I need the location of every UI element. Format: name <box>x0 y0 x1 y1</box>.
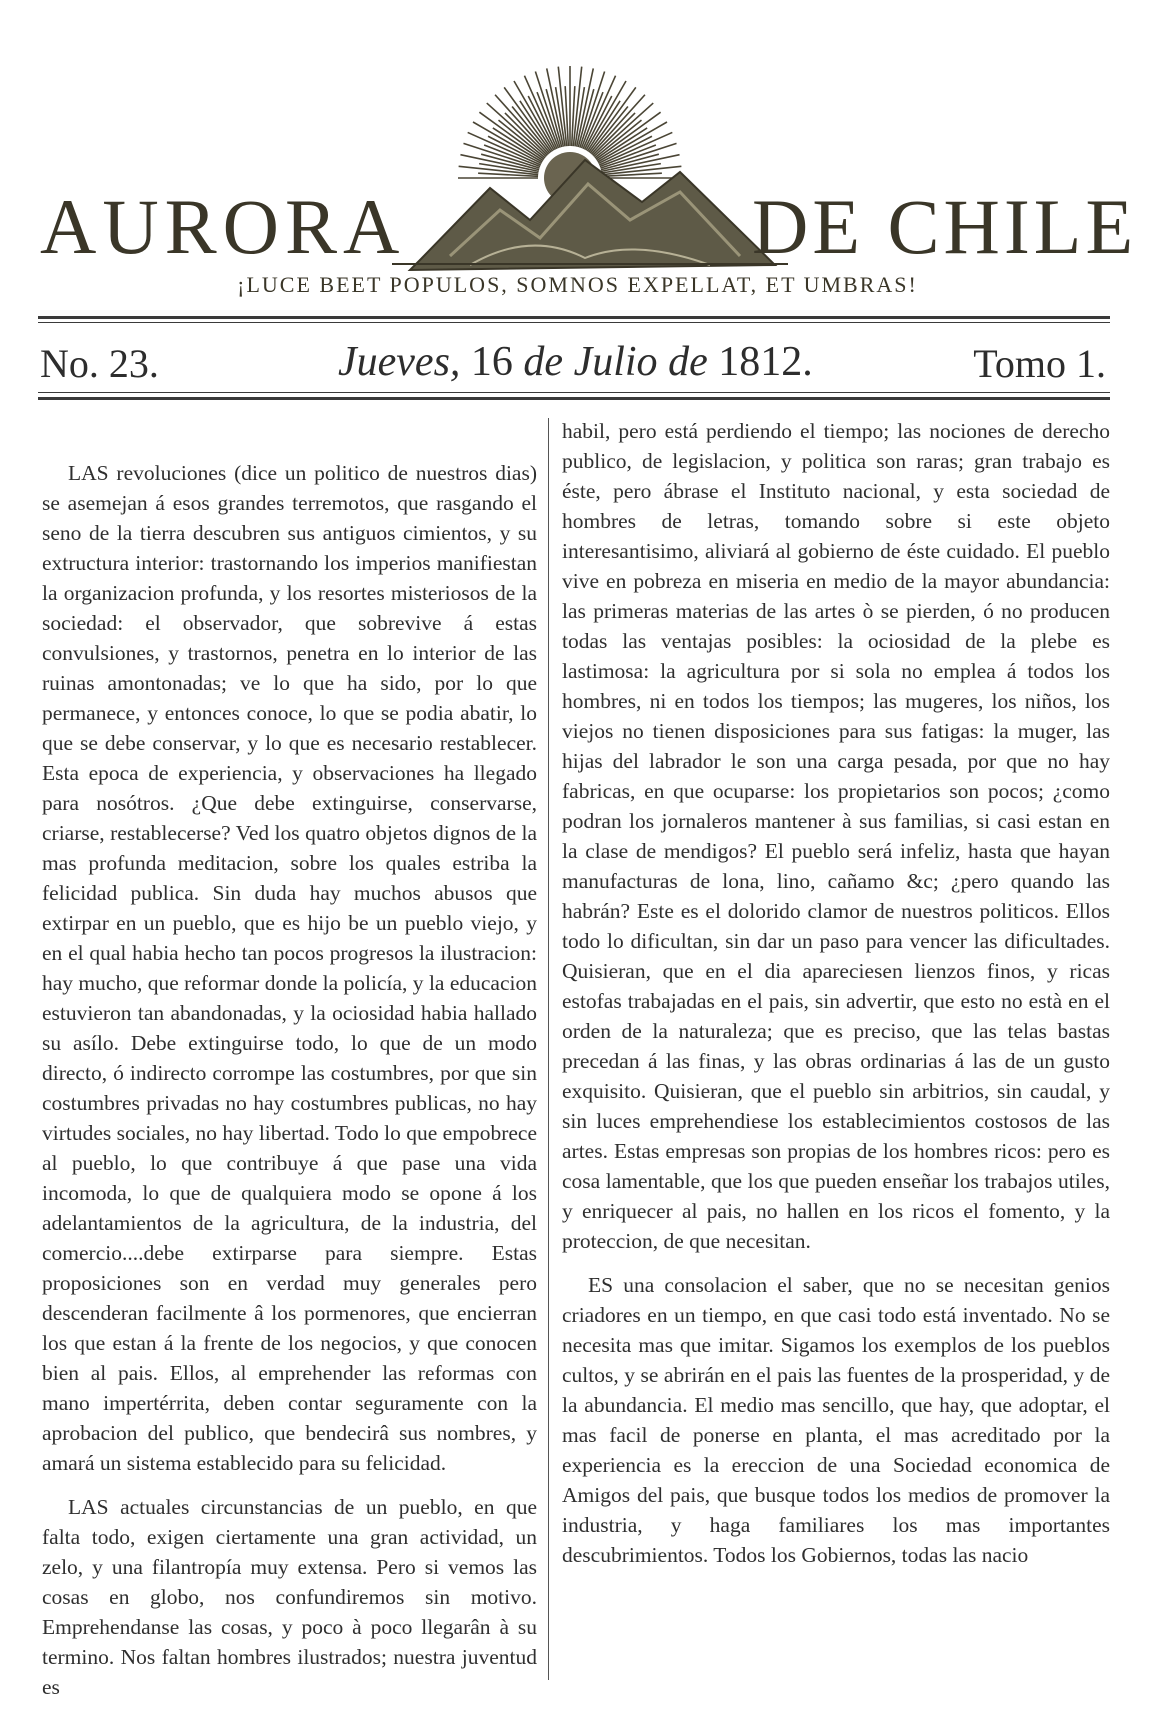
right-paragraph-2: ES una consolacion el saber, que no se necesitan genios criadores en un tiempo, en que casi todo está inventado. No se necesita mas que imitar. Sigamos los exemplos de los pueblos cultos, y se abrirán en el pais las fuentes de la prosperidad, y de la abundancia. El medio mas sencillo, que hay, que adoptar, el mas facil de ponerse en planta, el mas acreditado por la experiencia es la ereccion de una Sociedad economica de Amigos del pais, que busque todos los medios de promover la industria, y haga familiares los mas importantes descubrimientos. Todos los Gobiernos, todas las nacio <box>562 1273 1110 1567</box>
rising-sun-over-mountains-emblem <box>380 60 800 290</box>
masthead-title-left: AURORA <box>40 183 406 270</box>
column-divider <box>548 418 549 1680</box>
date-day: Jueves, <box>338 339 461 385</box>
date-number: 16 <box>470 339 513 385</box>
right-column <box>562 416 1110 1584</box>
masthead-title-right: DE CHILE <box>752 183 1138 270</box>
sun-ray <box>547 68 564 146</box>
issue-number: No. 23. <box>40 341 159 386</box>
left-paragraph-2: LAS actuales circunstancias de un pueblo, en que falta todo, exigen ciertamente una gran actividad, un zelo, y una filantropía muy extensa. Pero si vemos las cosas en globo, nos confundiremos sin motivo. Emprehendanse las cosas, y poco à poco llegarân à su termino. Nos faltan hombres ilustrados; nuestra juventud es <box>42 1495 537 1699</box>
masthead-rule-top-thin <box>38 322 1110 323</box>
date-de-1: de <box>523 339 564 385</box>
sun-ray <box>460 155 538 172</box>
sun-ray <box>601 155 679 172</box>
date-year: 1812. <box>718 339 813 385</box>
sun-ray <box>577 68 594 146</box>
dateline <box>38 330 1110 390</box>
masthead-rule-top <box>38 316 1110 319</box>
date-month: Julio <box>573 339 658 385</box>
dateline-rule-thin <box>38 392 1110 393</box>
masthead-motto: ¡LUCE BEET POPULOS, SOMNOS EXPELLAT, ET UMBRAS! <box>237 272 918 297</box>
dateline-rule-thick <box>38 397 1110 400</box>
right-paragraph-1: habil, pero está perdiendo el tiempo; las nociones de derecho publico, de legislacion, y politica son raras; gran trabajo es éste, pero ábrase el Instituto nacional, y esta sociedad de hombres de letras, tomando sobre si este objeto interesantisimo, aliviará al gobierno de éste cuidado. El pueblo vive en pobreza en miseria en medio de la mayor abundancia: las primeras materias de las artes ò se pierden, ó no producen todas las ventajas posibles: la ociosidad de la plebe es lastimosa: la agricultura por si sola no emplea á todos los hombres, ni en todos los tiempos; las mugeres, los niños, los viejos no tienen disposiciones para sus fatigas: la muger, las hijas del labrador le son una carga pesada, por que no hay fabricas, en que ocuparse: los propietarios son pocos; ¿como podran los jornaleros mantener à sus familias, si casi estan en la clase de mendigos? El pueblo será infeliz, hasta que hayan manufacturas de lona, lino, cañamo &c; ¿pero quando las habrán? Este es el dolorido clamor de nuestros politicos. Ellos todo lo dificultan, sin dar un paso para vencer las dificultades. Quisieran, que en el dia apareciesen lienzos finos, y ricas estofas trabajadas en el pais, sin advertir, que esto no està en el orden de la naturaleza; que es preciso, que las telas bastas precedan á las finas, y las obras ordinarias á las de un gusto exquisito. Quisieran, que el pueblo sin arbitrios, sin caudal, y sin luces emprehendiese los establecimientos costosos de las artes. Estas empresas son propias de los hombres ricos: pero es cosa lamentable, que los que pueden enseñar los trabajos utiles, y enriquecer al pais, no hallen en los ricos el fomento, y la proteccion, de que necesitan. <box>562 419 1110 1253</box>
left-paragraph-1: LAS revoluciones (dice un politico de nuestros dias) se asemejan á esos grandes terremotos, que rasgando el seno de la tierra descubren sus antiguos cimientos, y su extructura interior: trastornando los imperios manifiestan la organizacion profunda, y los resortes misteriosos de la sociedad: el observador, que sobrevive á estas convulsiones, y trastornos, penetra en lo interior de las ruinas amontonadas; ve lo que ha sido, por lo que permanece, y entonces conoce, lo que se podia abatir, lo que se debe conservar, y lo que es necesario restablecer. Esta epoca de experiencia, y observaciones ha llegado para nosótros. ¿Que debe extinguirse, conservarse, criarse, restablecerse? Ved los quatro objetos dignos de la mas profunda meditacion, sobre los quales estriba la felicidad publica. Sin duda hay muchos abusos que extirpar en un pueblo, que es hijo be un pueblo viejo, y en el qual habia hecho tan pocos progresos la ilustracion: hay mucho, que reformar donde la policía, y la educacion estuvieron tan abandonadas, y la ociosidad habia hallado su asílo. Debe extinguirse todo, lo que de un modo directo, ó indirecto corrompe las costumbres, por que sin costumbres privadas no hay costumbres publicas, no hay virtudes sociales, no hay libertad. Todo lo que empobrece al pueblo, lo que contribuye á que pase una vida incomoda, lo que de qualquiera modo se opone á los adelantamientos de la agricultura, de la industria, del comercio....debe extirparse para siempre. Estas proposiciones son en verdad muy generales pero descenderan facilmente â los pormenores, que encierran los que estan á la frente de los negocios, y que conocen bien al pais. Ellos, al emprehender las reformas con mano impertérrita, deben contar seguramente con la aprobacion del publico, que bendecirâ sus nombres, y amará un sistema establecido para su felicidad. <box>42 461 537 1475</box>
date-de-2: de <box>668 339 708 385</box>
masthead <box>0 0 1155 330</box>
volume-number: Tomo 1. <box>973 341 1106 386</box>
issue-date <box>338 338 813 386</box>
left-column <box>42 416 537 1716</box>
